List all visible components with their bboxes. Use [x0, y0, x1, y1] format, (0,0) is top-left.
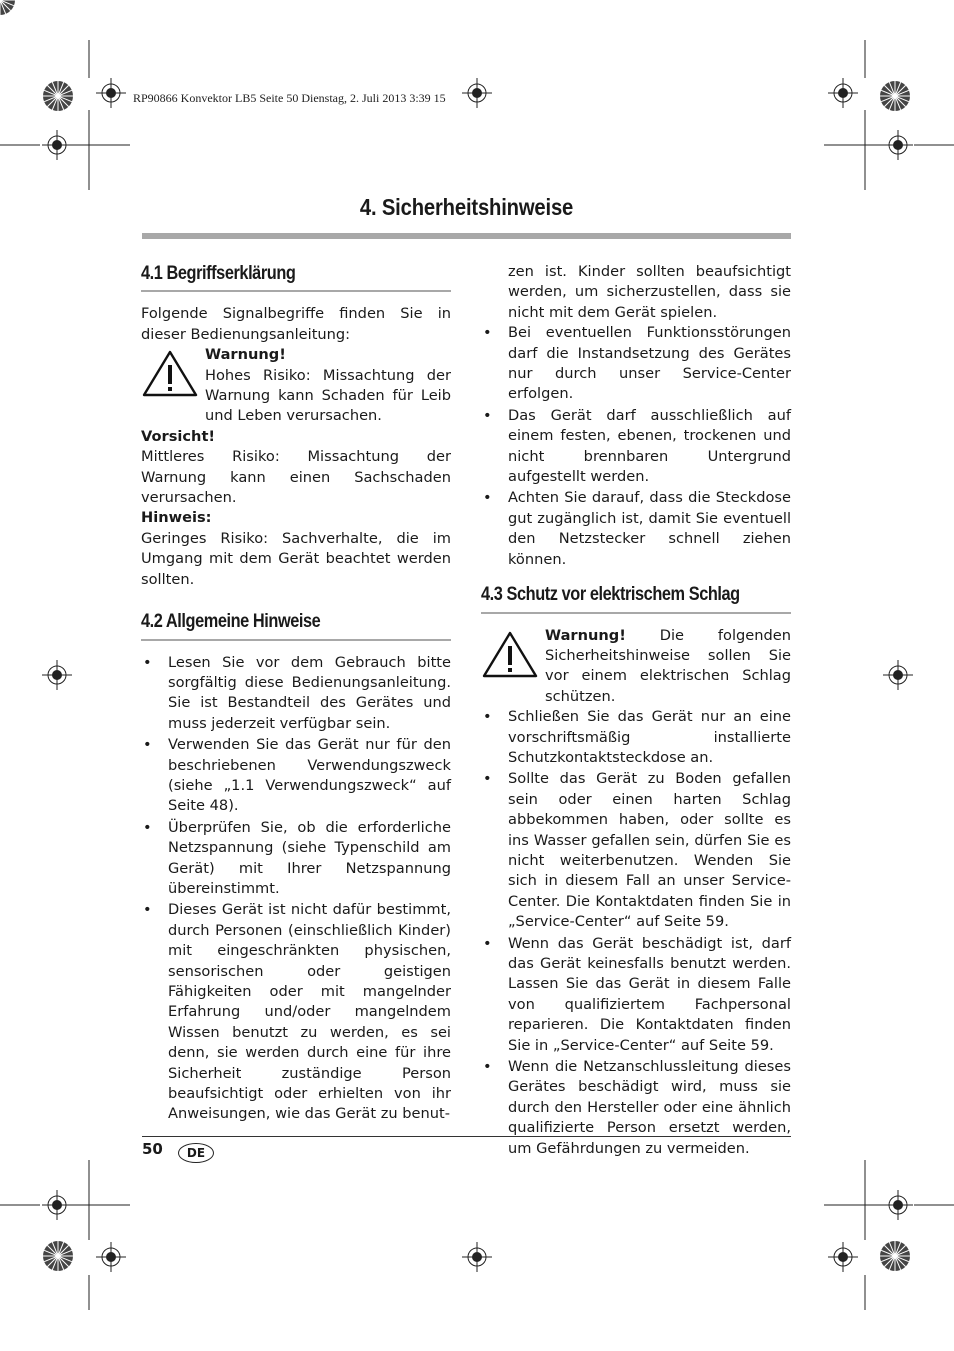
warning-text: Die folgenden Sicherheitshinweise sollen Sie vor einem elektrischen Schlag schützen.	[545, 626, 791, 705]
footer-rule	[142, 1136, 791, 1137]
title-rule	[142, 233, 791, 239]
list-item: • Überprüfen Sie, ob die erforderliche Netzspannung (siehe Typenschild am Gerät) mit Ihrer Netzspannung übereinstimmt.	[141, 818, 451, 900]
list-item: • Lesen Sie vor dem Gebrauch bitte sorgfältig diese Bedienungsanleitung. Sie ist Bestandteil des Gerätes und muss jederzeit verfügbar sein.	[141, 653, 451, 735]
page-title: 4. Sicherheitshinweise	[359, 194, 574, 220]
list-item: • Bei eventuellen Funktionsstörungen darf die Instandsetzung des Gerätes nur durch unser Service-Center erfolgen.	[481, 323, 791, 405]
shock-warning-box	[481, 626, 791, 708]
print-slug: RP90866 Konvektor LB5 Seite 50 Dienstag, 2. Juli 2013 3:39 15	[133, 91, 446, 105]
warning-triangle-icon	[481, 630, 539, 680]
list-item: • Das Gerät darf ausschließlich auf einem festen, ebenen, trockenen und nicht brennbaren Untergrund aufgestellt werden.	[481, 406, 791, 488]
warning-label: Warnung!	[205, 346, 286, 364]
list-item: • Verwenden Sie das Gerät nur für den beschriebenen Verwendungszweck (siehe „1.1 Verwendungszweck“ auf Seite 48).	[141, 735, 451, 817]
page-number: 50	[142, 1140, 163, 1158]
list-item: • Sollte das Gerät zu Boden gefallen sein oder einen harten Schlag abbekommen haben, oder sollte es ins Wasser gefallen sein, dürfen Sie es nicht weiterbenutzen. Wenden Sie sich in diesem Fall an unser Service-Center. Die Kontaktdaten finden Sie in „Service-Center“ auf Seite 59.	[481, 769, 791, 932]
general-notes-list-continued	[481, 323, 791, 570]
list-item: • Achten Sie darauf, dass die Steckdose gut zugänglich ist, damit Sie eventuell den Netzstecker schnell ziehen können.	[481, 488, 791, 570]
list-item: • Wenn die Netzanschlussleitung dieses Gerätes beschädigt wird, muss sie durch den Hersteller oder eine ähnlich qualifizierte Person ersetzt werden, um Gefährdungen zu vermeiden.	[481, 1057, 791, 1159]
section-heading-4-1: 4.1 Begriffserklärung	[141, 262, 451, 292]
list-item: • Wenn das Gerät beschädigt ist, darf das Gerät keinesfalls benutzt werden. Lassen Sie das Gerät in diesem Falle von qualifiziertem Fachpersonal reparieren. Die Kontaktdaten finden Sie in „Service-Center“ auf Seite 59.	[481, 934, 791, 1056]
warning-triangle-icon	[141, 349, 199, 399]
note-label: Hinweis:	[141, 509, 212, 527]
general-notes-list	[141, 653, 451, 1125]
list-item-continuation: zen ist. Kinder sollten beaufsichtigt werden, um sicherzustellen, dass sie nicht mit dem Gerät spielen.	[508, 263, 791, 321]
list-item: • Dieses Gerät ist nicht dafür bestimmt, durch Personen (einschließlich Kinder) mit eingeschränkten physischen, sensorischen oder geistigen Fähigkeiten oder mit mangelnder Erfahrung und/oder mangelndem Wissen benutzt zu werden, es sei denn, sie werden durch eine für ihre Sicherheit zuständige Person beaufsichtigt oder erhielten von ihr Anweisungen, wie das Gerät zu benut-	[141, 900, 451, 1124]
warning-text: Hohes Risiko: Missachtung der Warnung kann Schaden für Leib und Leben verursachen.	[205, 366, 451, 425]
language-badge: DE	[178, 1143, 214, 1163]
caution-text: Mittleres Risiko: Missachtung der Warnung kann einen Sachschaden verursachen.	[141, 448, 451, 507]
left-column	[141, 262, 451, 1126]
section-heading-4-2: 4.2 Allgemeine Hinweise	[141, 610, 451, 640]
warning-label: Warnung!	[545, 626, 626, 644]
list-item: • Schließen Sie das Gerät nur an eine vorschriftsmäßig installierte Schutzkontaktsteckdose an.	[481, 707, 791, 768]
warning-box	[141, 345, 451, 427]
note-text: Geringes Risiko: Sachverhalte, die im Umgang mit dem Gerät beachtet werden sollten.	[141, 529, 451, 588]
right-column	[481, 262, 791, 1160]
caution-label: Vorsicht!	[141, 427, 216, 445]
section-heading-4-3: 4.3 Schutz vor elektrischem Schlag	[481, 583, 791, 613]
intro-text: Folgende Signalbegriffe finden Sie in dieser Bedienungsanleitung:	[141, 305, 451, 343]
shock-safety-list	[481, 707, 791, 1159]
